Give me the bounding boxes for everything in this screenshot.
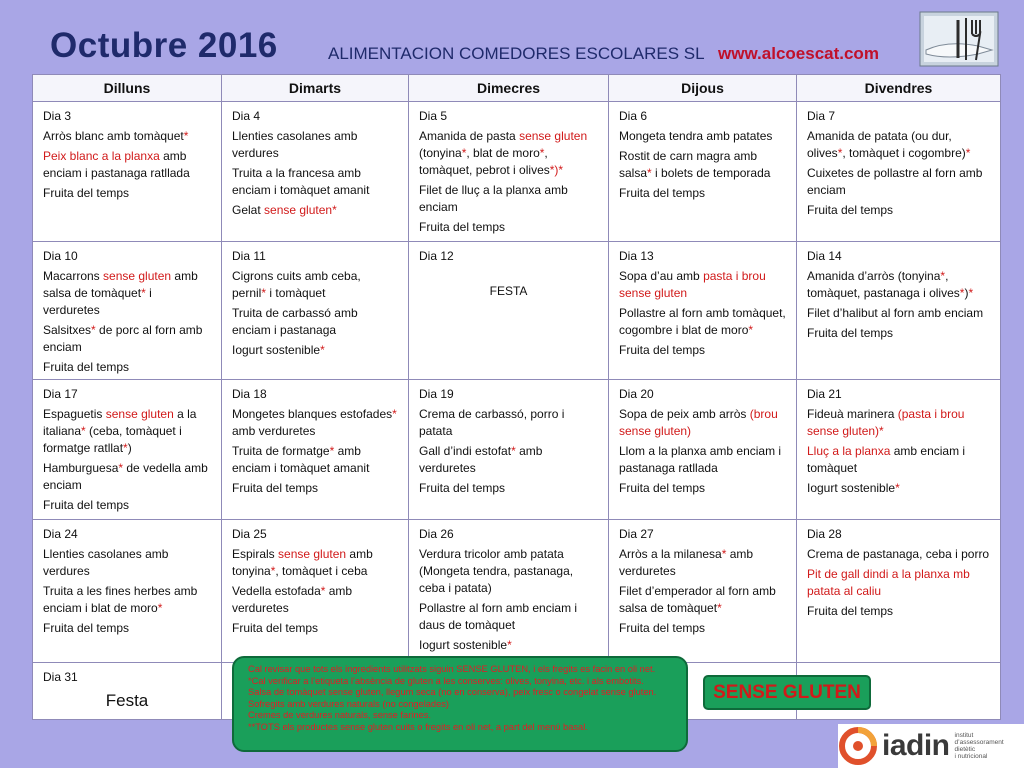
gluten-note-text: * xyxy=(261,286,267,301)
menu-cell xyxy=(33,242,222,380)
dish-text: Gall d’indi estofat xyxy=(419,444,512,459)
dish-line xyxy=(807,603,990,620)
menu-cell xyxy=(797,380,1001,520)
iadin-tagline: institut d’assessorament dietètic i nutricional xyxy=(954,732,1004,760)
week-row xyxy=(33,380,1001,520)
day-label: Dia 13 xyxy=(619,249,654,263)
dish-text: Fruita del temps xyxy=(419,220,506,235)
weekday-header: Dimarts xyxy=(222,75,409,102)
gluten-note-text: * xyxy=(968,286,974,301)
dish-text: (ceba, tomàquet i formatge ratllat xyxy=(43,424,182,456)
dish-text: Mongetes blanques estofades xyxy=(232,407,393,422)
dish-line xyxy=(232,546,398,580)
dish-text: Iogurt sostenible xyxy=(807,481,896,496)
dish-text: Pollastre al forn amb enciam i daus de tomàquet xyxy=(419,601,578,633)
dish-text: Truita a les fines herbes amb enciam i blat de moro xyxy=(43,584,198,616)
day-label: Dia 3 xyxy=(43,109,72,123)
gluten-note-text: * xyxy=(392,407,397,422)
dish-line xyxy=(419,546,598,597)
gluten-note-text: (pasta i brou sense gluten)* xyxy=(807,407,965,439)
page-title: Octubre 2016 xyxy=(50,26,278,65)
dish-text: Espaguetis xyxy=(43,407,106,422)
cutlery-logo-icon xyxy=(918,10,1000,68)
dish-text: Fruita del temps xyxy=(807,604,894,619)
gluten-note-text: (brou sense gluten) xyxy=(619,407,778,439)
dish-text: Arròs blanc amb tomàquet xyxy=(43,129,184,144)
dish-line xyxy=(807,165,990,199)
dish-line xyxy=(807,202,990,219)
dish-text: ) xyxy=(127,441,132,456)
dish-text: Fruita del temps xyxy=(43,360,130,375)
day-label: Dia 28 xyxy=(807,527,842,542)
gluten-note-text: *)* xyxy=(549,163,564,178)
gluten-note-text: sense gluten xyxy=(103,269,172,284)
dish-line xyxy=(419,128,598,179)
dish-line xyxy=(807,406,990,440)
dish-text: Fruita del temps xyxy=(232,621,319,636)
dish-line xyxy=(619,268,786,302)
day-label: Dia 25 xyxy=(232,527,267,542)
dish-text: Truita de formatge xyxy=(232,444,330,459)
dish-line xyxy=(43,268,211,319)
dish-text: de vedella amb enciam xyxy=(43,461,208,493)
day-label: Dia 31 xyxy=(43,670,78,685)
dish-line xyxy=(232,583,398,617)
dish-text: amb verduretes xyxy=(232,584,353,616)
day-label: Dia 20 xyxy=(619,387,654,402)
menu-cell xyxy=(222,102,409,242)
dish-text: amb salsa de tomàquet xyxy=(43,269,198,301)
iadin-name: iadin xyxy=(882,729,950,762)
menu-cell xyxy=(33,520,222,663)
dish-line xyxy=(807,480,990,497)
dish-line xyxy=(43,359,211,376)
note-line: Cal revisar que tots els ingredients utilitzats siguin SENSE GLUTEN, i els fregits es facin en oli net. xyxy=(248,664,656,674)
menu-cell xyxy=(222,520,409,663)
dish-line xyxy=(807,566,990,600)
dish-text: Fideuà marinera xyxy=(807,407,898,422)
day-label: Dia 10 xyxy=(43,249,78,263)
gluten-note-text: Peix blanc a la planxa xyxy=(43,149,160,164)
gluten-note-text: * xyxy=(959,286,965,301)
menu-cell xyxy=(797,520,1001,663)
note-line: Sofregits amb verdures naturals (no congelades) xyxy=(248,698,450,709)
dish-line xyxy=(43,460,211,494)
dish-line xyxy=(43,322,211,356)
gluten-note-text: * xyxy=(539,146,545,161)
note-line: **TOTS els productes sense gluten cuits o fregits en oli net, a part del menú basal. xyxy=(248,721,588,732)
dish-line xyxy=(232,342,398,359)
gluten-note-text: * xyxy=(721,547,727,562)
dish-text: i verduretes xyxy=(43,286,152,318)
dish-line xyxy=(619,583,786,617)
dish-line xyxy=(619,185,786,202)
dish-text: Truita de carbassó amb enciam i pastanaga xyxy=(232,306,358,338)
note-line: *Cal verificar a l’etiqueta l’absència de gluten a les conserves: olives, tonyina, etc. i als embotits. xyxy=(248,675,644,686)
dish-line xyxy=(43,185,211,202)
dish-line xyxy=(232,443,398,477)
gluten-note-text: sense gluten xyxy=(105,407,174,422)
dish-text: Filet d’emperador al forn amb salsa de tomàquet xyxy=(619,584,776,616)
dish-text: Fruita del temps xyxy=(419,481,506,496)
dish-line xyxy=(619,305,786,339)
gluten-note-text: * xyxy=(511,444,516,459)
dish-line xyxy=(419,600,598,634)
menu-cell xyxy=(409,102,609,242)
day-label: Dia 12 xyxy=(419,249,454,263)
menu-cell xyxy=(609,380,797,520)
dish-text: Rostit de carn magra amb salsa xyxy=(619,149,758,181)
dish-line xyxy=(419,182,598,216)
gluten-note-text: Pit de gall dindi a la planxa mb patata al caliu xyxy=(807,567,970,599)
dish-text: Llenties casolanes amb verdures xyxy=(43,547,169,579)
day-label: Dia 7 xyxy=(807,109,836,123)
gluten-note-text: * xyxy=(123,441,128,456)
dish-text: Fruita del temps xyxy=(43,621,130,636)
weekday-header: Dijous xyxy=(609,75,797,102)
dish-text: Fruita del temps xyxy=(43,498,130,513)
gluten-note-text: * xyxy=(717,601,722,616)
menu-cell xyxy=(797,102,1001,242)
menu-cell xyxy=(797,242,1001,380)
dish-text: , tomàquet i cogombre) xyxy=(842,146,966,161)
dish-text: Sopa de peix amb arròs xyxy=(619,407,750,422)
dish-line xyxy=(43,148,211,182)
dish-line xyxy=(619,546,786,580)
dish-text: Fruita del temps xyxy=(619,621,706,636)
dish-text: Fruita del temps xyxy=(619,186,706,201)
menu-cell xyxy=(222,242,409,380)
gluten-note-text: * xyxy=(270,564,276,579)
dish-text: Verdura tricolor amb patata (Mongeta tendra, pastanaga, ceba i patata) xyxy=(419,547,574,596)
dish-text: amb verduretes xyxy=(619,547,754,579)
gluten-note-text: * xyxy=(157,601,163,616)
dish-text: Arròs a la milanesa xyxy=(619,547,722,562)
dish-text: Fruita del temps xyxy=(619,481,706,496)
dish-line xyxy=(419,406,598,440)
menu-table xyxy=(32,74,1001,720)
holiday-label: FESTA xyxy=(489,284,528,299)
company-name: ALIMENTACION COMEDORES ESCOLARES SL xyxy=(328,44,705,63)
gluten-note-text: * xyxy=(91,323,96,338)
gluten-note-text: * xyxy=(507,638,512,653)
dish-line xyxy=(43,406,211,457)
week-row xyxy=(33,520,1001,663)
gluten-note-text: * xyxy=(320,343,325,358)
dish-line xyxy=(419,637,598,654)
dish-text: Iogurt sostenible xyxy=(419,638,508,653)
dish-line xyxy=(619,620,786,637)
dish-line xyxy=(43,546,211,580)
dish-text: Gelat xyxy=(232,203,265,218)
website-link[interactable]: www.alcoescat.com xyxy=(718,44,879,63)
week-row xyxy=(33,102,1001,242)
week-row xyxy=(33,242,1001,380)
day-label: Dia 27 xyxy=(619,527,654,542)
day-label: Dia 5 xyxy=(419,109,448,123)
menu-cell xyxy=(409,380,609,520)
dish-text: amb verduretes xyxy=(419,444,543,476)
dish-text: , tomàquet i ceba xyxy=(275,564,368,579)
menu-cell xyxy=(609,242,797,380)
menu-cell xyxy=(33,663,222,720)
dish-line xyxy=(807,268,990,302)
gluten-note-text: * xyxy=(837,146,843,161)
day-label: Dia 19 xyxy=(419,387,454,402)
dish-line xyxy=(807,443,990,477)
dish-line xyxy=(43,583,211,617)
day-label: Dia 26 xyxy=(419,527,454,542)
gluten-note-text: sense gluten xyxy=(278,547,347,562)
gluten-note-text: * xyxy=(940,269,946,284)
dish-line xyxy=(807,325,990,342)
dish-text: Sopa d’au amb xyxy=(619,269,704,284)
weekday-header: Dimecres xyxy=(409,75,609,102)
dish-text: Truita a la francesa amb enciam i tomàquet amanit xyxy=(232,166,370,198)
dish-text: a la italiana xyxy=(43,407,197,439)
day-label: Dia 14 xyxy=(807,249,842,263)
weekday-header: Divendres xyxy=(797,75,1001,102)
dish-text: Cigrons cuits amb ceba, pernil xyxy=(232,269,361,301)
dish-text: Cuixetes de pollastre al forn amb enciam xyxy=(807,166,983,198)
menu-cell xyxy=(409,242,609,380)
holiday-label: Festa xyxy=(105,691,149,711)
weekday-header-row xyxy=(33,75,1001,102)
dish-text: Vedella estofada xyxy=(232,584,321,599)
gluten-notes-box xyxy=(232,656,688,752)
dish-line xyxy=(419,219,598,236)
dish-line xyxy=(619,128,786,145)
gluten-note-text: * xyxy=(183,129,189,144)
dish-text: Fruita del temps xyxy=(43,186,130,201)
iadin-logo xyxy=(838,724,1024,768)
menu-cell xyxy=(33,380,222,520)
dish-line xyxy=(619,148,786,182)
day-label: Dia 21 xyxy=(807,387,842,402)
dish-text: Macarrons xyxy=(43,269,104,284)
dish-text: Fruita del temps xyxy=(232,481,319,496)
dish-text: amb enciam i tomàquet amanit xyxy=(232,444,370,476)
day-label: Dia 18 xyxy=(232,387,267,402)
gluten-note-text: sense gluten* xyxy=(264,203,337,218)
dish-text: Hamburguesa xyxy=(43,461,119,476)
dish-line xyxy=(419,480,598,497)
gluten-note-text: * xyxy=(895,481,900,496)
gluten-note-text: * xyxy=(141,286,146,301)
dish-text: Amanida de patata (ou dur, olives xyxy=(807,129,952,161)
day-label: Dia 24 xyxy=(43,527,78,542)
menu-cell xyxy=(609,520,797,663)
dish-text: i tomàquet xyxy=(266,286,326,301)
dish-text: , blat de moro xyxy=(466,146,540,161)
dish-line xyxy=(619,342,786,359)
dish-line xyxy=(232,165,398,199)
dish-text: Amanida de pasta xyxy=(419,129,520,144)
dish-text: (tonyina xyxy=(419,146,462,161)
dish-text: amb tonyina xyxy=(232,547,373,579)
gluten-note-text: * xyxy=(965,146,971,161)
gluten-note-text: sense gluten xyxy=(519,129,588,144)
gluten-note-text: Lluç a la planxa xyxy=(807,444,891,459)
dish-text: Mongeta tendra amb patates xyxy=(619,129,773,144)
day-label: Dia 17 xyxy=(43,387,78,402)
dish-text: Fruita del temps xyxy=(619,343,706,358)
dish-text: Filet de lluç a la planxa amb enciam xyxy=(419,183,568,215)
menu-cell xyxy=(222,380,409,520)
dish-text: Llenties casolanes amb verdures xyxy=(232,129,358,161)
dish-line xyxy=(232,480,398,497)
menu-cell xyxy=(609,102,797,242)
dish-text: amb verduretes xyxy=(232,424,316,439)
dish-line xyxy=(807,128,990,162)
dish-line xyxy=(232,620,398,637)
gluten-note-text: pasta i brou sense gluten xyxy=(619,269,766,301)
dish-text: Llom a la planxa amb enciam i pastanaga ratllada xyxy=(619,444,782,476)
dish-text: de porc al forn amb enciam xyxy=(43,323,203,355)
dish-line xyxy=(232,202,398,219)
dish-line xyxy=(619,406,786,440)
dish-line xyxy=(807,305,990,322)
dish-text: Pollastre al forn amb tomàquet, cogombre i blat de moro xyxy=(619,306,786,338)
dish-line xyxy=(619,480,786,497)
day-label: Dia 6 xyxy=(619,109,648,123)
dish-text: Crema de pastanaga, ceba i porro xyxy=(807,547,990,562)
note-line: Cremes de verdures naturals, sense farines. xyxy=(248,710,431,721)
gluten-note-text: * xyxy=(461,146,467,161)
dish-text: amb enciam i tomàquet xyxy=(807,444,966,476)
dish-text: Fruita del temps xyxy=(807,326,894,341)
dish-text: Crema de carbassó, porro i patata xyxy=(419,407,565,439)
gluten-note-text: * xyxy=(748,323,754,338)
dish-line xyxy=(43,620,211,637)
menu-cell xyxy=(409,520,609,663)
dish-text: , tomàquet, pastanaga i olives xyxy=(807,269,960,301)
menu-cell xyxy=(33,102,222,242)
dish-text: Iogurt sostenible xyxy=(232,343,321,358)
dish-text: amb enciam i pastanaga ratllada xyxy=(43,149,190,181)
dish-text: Amanida d’arròs (tonyina xyxy=(807,269,941,284)
note-line: Salsa de tomàquet sense gluten, llegum seca (no en conserva), peix fresc o congelat sense gluten. xyxy=(248,687,657,698)
dish-text: Espirals xyxy=(232,547,279,562)
dish-line xyxy=(232,268,398,302)
dish-line xyxy=(43,128,211,145)
dish-text: i bolets de temporada xyxy=(651,166,771,181)
dish-text: Salsitxes xyxy=(43,323,92,338)
dish-line xyxy=(43,497,211,514)
dish-line xyxy=(807,546,990,563)
gluten-note-text: * xyxy=(81,424,86,439)
dish-line xyxy=(619,443,786,477)
dish-line xyxy=(232,305,398,339)
dish-text: ) xyxy=(964,286,969,301)
dish-text: , tomàquet, pebrot i olives xyxy=(419,146,550,178)
day-label: Dia 11 xyxy=(232,249,266,263)
dish-text: Fruita del temps xyxy=(807,203,894,218)
iadin-swirl-icon xyxy=(838,726,878,766)
gluten-note-text: * xyxy=(329,444,335,459)
dish-line xyxy=(232,128,398,162)
sense-gluten-badge: SENSE GLUTEN xyxy=(703,675,871,710)
gluten-note-text: * xyxy=(118,461,124,476)
dish-line xyxy=(419,443,598,477)
dish-line xyxy=(232,406,398,440)
dish-text: Filet d’halibut al forn amb enciam xyxy=(807,306,984,321)
day-label: Dia 4 xyxy=(232,109,261,123)
gluten-note-text: * xyxy=(647,166,652,181)
weekday-header: Dilluns xyxy=(33,75,222,102)
gluten-note-text: * xyxy=(320,584,326,599)
